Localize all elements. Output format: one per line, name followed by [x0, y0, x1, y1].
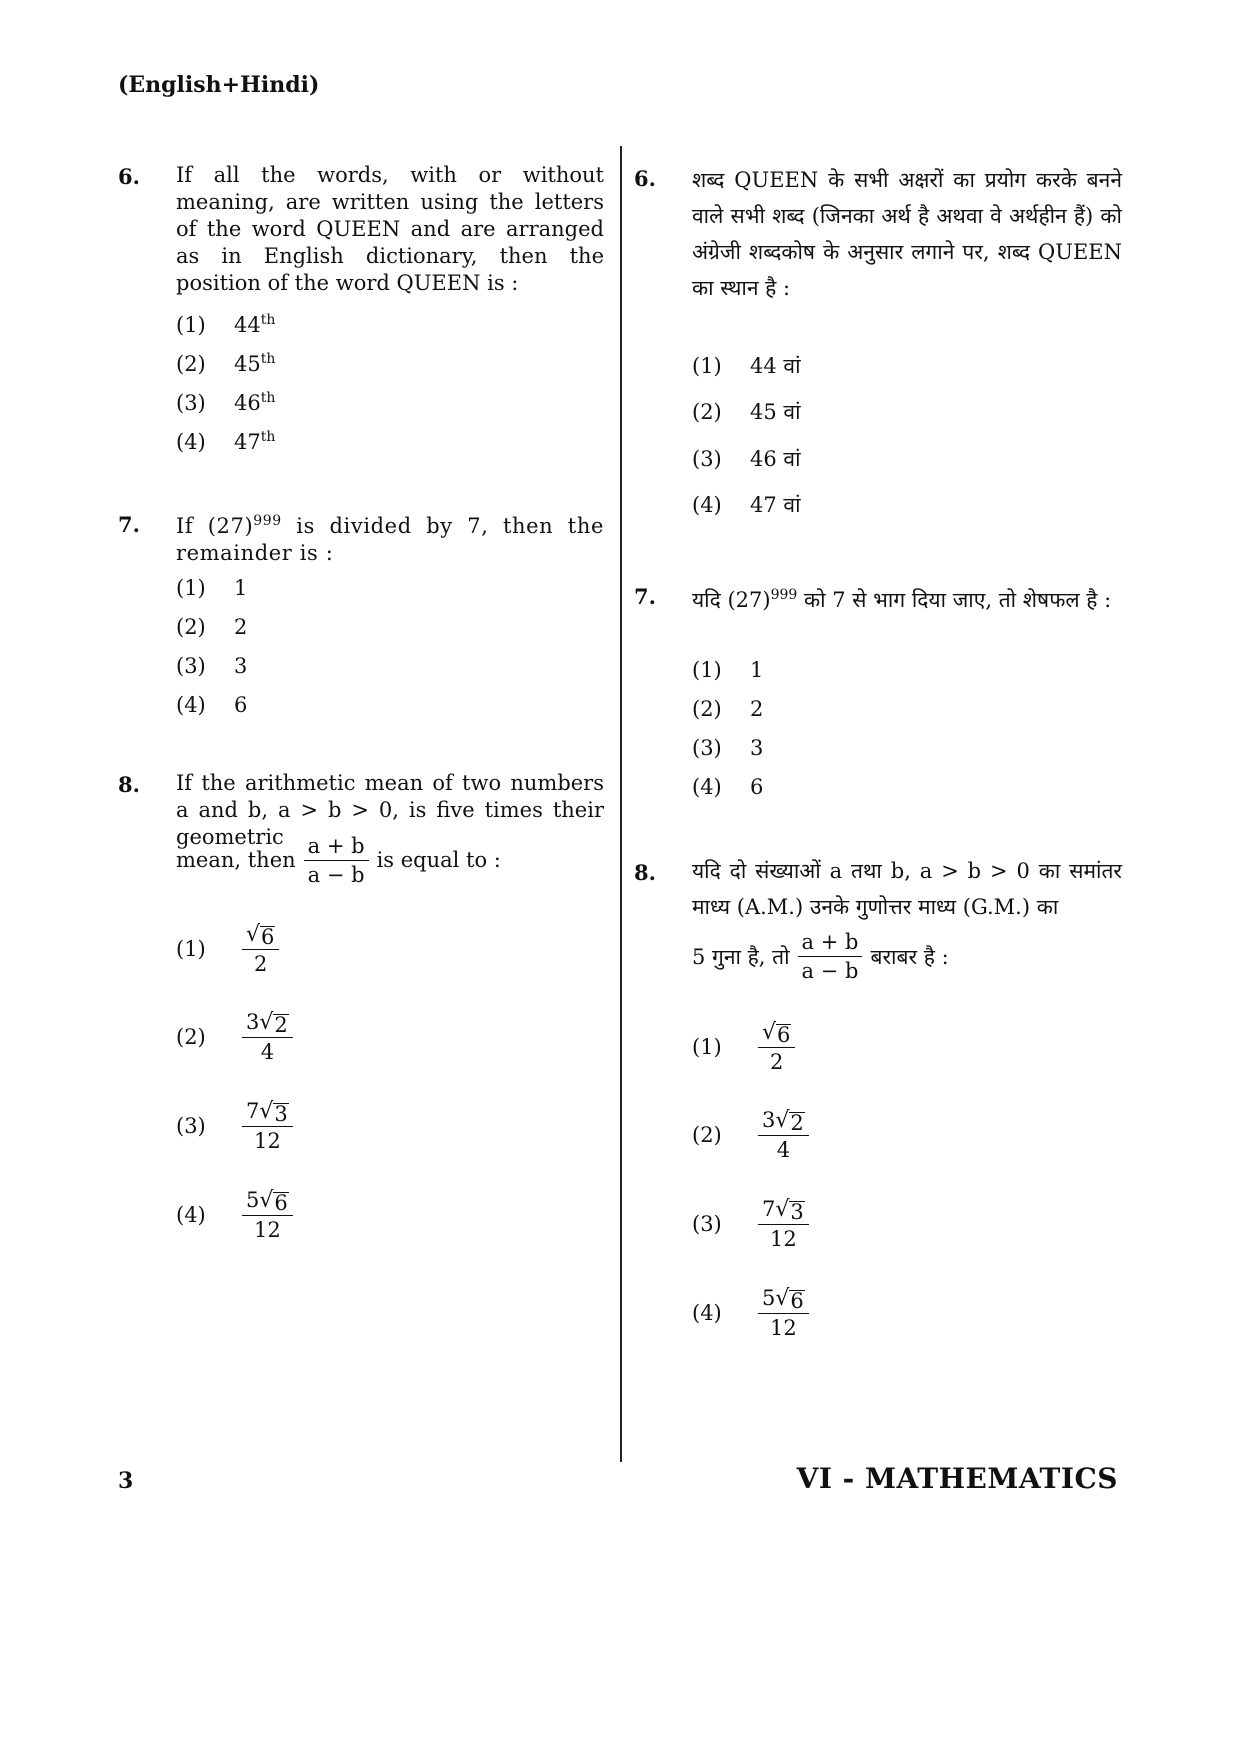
- option-value: 47 वां: [750, 493, 801, 517]
- question-text-end: is equal to :: [376, 848, 501, 872]
- option-4: [692, 775, 763, 799]
- option-2: [692, 398, 801, 426]
- option-value: 45 वां: [750, 400, 801, 424]
- question-text-line2: [692, 930, 949, 983]
- question-number: 7.: [118, 512, 140, 537]
- question-text-end: को 7 से भाग दिया जाए, तो शेषफल है :: [797, 588, 1112, 612]
- option-label: (3): [692, 447, 722, 471]
- option-value: 45: [234, 352, 261, 376]
- option-fraction: 3 √ 2 4: [242, 1010, 293, 1064]
- fraction-denominator: 12: [770, 1227, 797, 1251]
- option-label: (3): [176, 654, 206, 678]
- question-number: 7.: [634, 584, 656, 609]
- fraction-denominator: 12: [770, 1316, 797, 1340]
- option-label: (2): [176, 615, 206, 639]
- question-number: 8.: [634, 860, 656, 885]
- exponent: 999: [770, 587, 798, 603]
- question-number: 6.: [118, 164, 140, 189]
- option-3: [176, 1099, 301, 1153]
- option-1: [176, 312, 275, 337]
- option-value: 44 वां: [750, 354, 801, 378]
- question-text: If all the words, with or without meaning, are written using the letters of the word QUEEN and are arranged as in English dictionary, then the position of the word QUEEN is :: [176, 163, 604, 295]
- question-text-start: If (27): [176, 514, 254, 538]
- option-label: (2): [692, 697, 722, 721]
- option-suffix: th: [260, 390, 276, 406]
- option-1: [176, 576, 247, 600]
- option-label: (3): [692, 1212, 722, 1236]
- option-value: 3: [234, 654, 248, 678]
- option-value: 46 वां: [750, 447, 801, 471]
- fraction-denominator: a − b: [801, 959, 859, 983]
- radicand: 2: [274, 1013, 288, 1037]
- option-value: 47: [234, 430, 261, 454]
- option-label: (3): [692, 736, 722, 760]
- option-label: (2): [692, 400, 722, 424]
- option-4: [692, 491, 801, 519]
- option-value: 6: [750, 775, 764, 799]
- option-4: [176, 1188, 301, 1242]
- option-1: [176, 922, 287, 976]
- question-text-start: यदि (27): [692, 588, 771, 612]
- option-label: (1): [176, 313, 206, 337]
- option-value: 1: [234, 576, 248, 600]
- coefficient: 3: [246, 1010, 260, 1034]
- fraction-denominator: 2: [770, 1050, 784, 1074]
- question-text-end: is divided by 7, then the remainder is :: [176, 514, 604, 565]
- option-label: (4): [176, 1203, 206, 1227]
- question-text-start: 5 गुना है, तो: [692, 944, 790, 969]
- option-label: (4): [176, 430, 206, 454]
- option-4: [692, 1286, 817, 1340]
- option-label: (2): [176, 352, 206, 376]
- coefficient: 7: [762, 1197, 776, 1221]
- radicand: 3: [790, 1200, 804, 1224]
- option-label: (4): [176, 693, 206, 717]
- option-suffix: th: [260, 312, 276, 328]
- question-text: [692, 577, 1132, 618]
- option-value: 3: [750, 736, 764, 760]
- question-number: 8.: [118, 772, 140, 797]
- question-text-end: बराबर है :: [870, 944, 949, 969]
- option-3: [176, 654, 247, 678]
- option-label: (4): [692, 775, 722, 799]
- question-text-line2: [176, 834, 501, 887]
- fraction-denominator: a − b: [307, 863, 365, 887]
- exponent: 999: [253, 513, 282, 529]
- option-4: [176, 429, 275, 454]
- question-number: 6.: [634, 166, 656, 191]
- option-3: [692, 736, 763, 760]
- option-fraction: 3 √ 2 4: [758, 1108, 809, 1162]
- fraction-numerator: a + b: [304, 834, 369, 861]
- fraction: [798, 930, 863, 983]
- option-1: [692, 658, 763, 682]
- subject-title: VI - MATHEMATICS: [796, 1462, 1118, 1495]
- question-text: यदि दो संख्याओं a तथा b, a > b > 0 का समांतर माध्य (A.M.) उनके गुणोत्तर माध्य (G.M.) का: [692, 859, 1122, 919]
- option-label: (4): [692, 493, 722, 517]
- radicand: 6: [261, 925, 275, 949]
- fraction-denominator: 4: [260, 1040, 275, 1064]
- fraction-denominator: 12: [254, 1218, 281, 1242]
- option-fraction: 5 √ 6 12: [242, 1188, 293, 1242]
- option-3: [692, 445, 801, 473]
- fraction-denominator: 2: [254, 952, 268, 976]
- question-text-start: mean, then: [176, 848, 296, 872]
- option-label: (3): [176, 391, 206, 415]
- fraction: [304, 834, 369, 887]
- option-2: [176, 1010, 301, 1064]
- option-1: [692, 352, 801, 380]
- option-fraction: 5 √ 6 12: [758, 1286, 809, 1340]
- radicand: 6: [790, 1289, 804, 1313]
- option-label: (1): [692, 1035, 722, 1059]
- option-2: [176, 351, 275, 376]
- option-fraction: 7 √ 3 12: [758, 1197, 809, 1251]
- option-label: (1): [176, 937, 206, 961]
- question-text: If the arithmetic mean of two numbers a and b, a > b > 0, is five times their geometric: [176, 771, 604, 849]
- radicand: 6: [777, 1023, 791, 1047]
- option-2: [692, 697, 763, 721]
- coefficient: 3: [762, 1108, 776, 1132]
- option-label: (3): [176, 1114, 206, 1138]
- page-header: (English+Hindi): [118, 72, 320, 98]
- option-suffix: th: [260, 351, 276, 367]
- option-label: (1): [692, 658, 722, 682]
- option-label: (2): [692, 1123, 722, 1147]
- option-value: 44: [234, 313, 261, 337]
- coefficient: 5: [246, 1188, 260, 1212]
- radicand: 2: [790, 1111, 804, 1135]
- radicand: 3: [274, 1102, 288, 1126]
- option-3: [176, 390, 275, 415]
- option-fraction: 7 √ 3 12: [242, 1099, 293, 1153]
- option-value: 2: [750, 697, 764, 721]
- option-value: 2: [234, 615, 248, 639]
- option-2: [692, 1108, 817, 1162]
- page-number: 3: [118, 1468, 134, 1494]
- option-fraction: √ 6 2: [758, 1020, 795, 1074]
- option-4: [176, 693, 247, 717]
- option-label: (1): [176, 576, 206, 600]
- fraction-denominator: 4: [776, 1138, 791, 1162]
- coefficient: 5: [762, 1286, 776, 1310]
- option-2: [176, 615, 247, 639]
- coefficient: 7: [246, 1099, 260, 1123]
- option-1: [692, 1020, 803, 1074]
- question-text: [176, 508, 604, 567]
- option-fraction: √ 6 2: [242, 922, 279, 976]
- option-suffix: th: [260, 429, 276, 445]
- option-value: 6: [234, 693, 248, 717]
- option-label: (2): [176, 1025, 206, 1049]
- fraction-numerator: a + b: [798, 930, 863, 957]
- column-divider: [620, 146, 622, 1462]
- option-label: (4): [692, 1301, 722, 1325]
- option-value: 46: [234, 391, 261, 415]
- option-3: [692, 1197, 817, 1251]
- fraction-denominator: 12: [254, 1129, 281, 1153]
- option-label: (1): [692, 354, 722, 378]
- radicand: 6: [274, 1191, 288, 1215]
- question-text: शब्द QUEEN के सभी अक्षरों का प्रयोग करके बनने वाले सभी शब्द (जिनका अर्थ है अथवा वे अर्थहीन हैं) को अंग्रेजी शब्दकोष के अनुसार लगाने पर, शब्द QUEEN का स्थान है :: [692, 168, 1122, 300]
- option-value: 1: [750, 658, 764, 682]
